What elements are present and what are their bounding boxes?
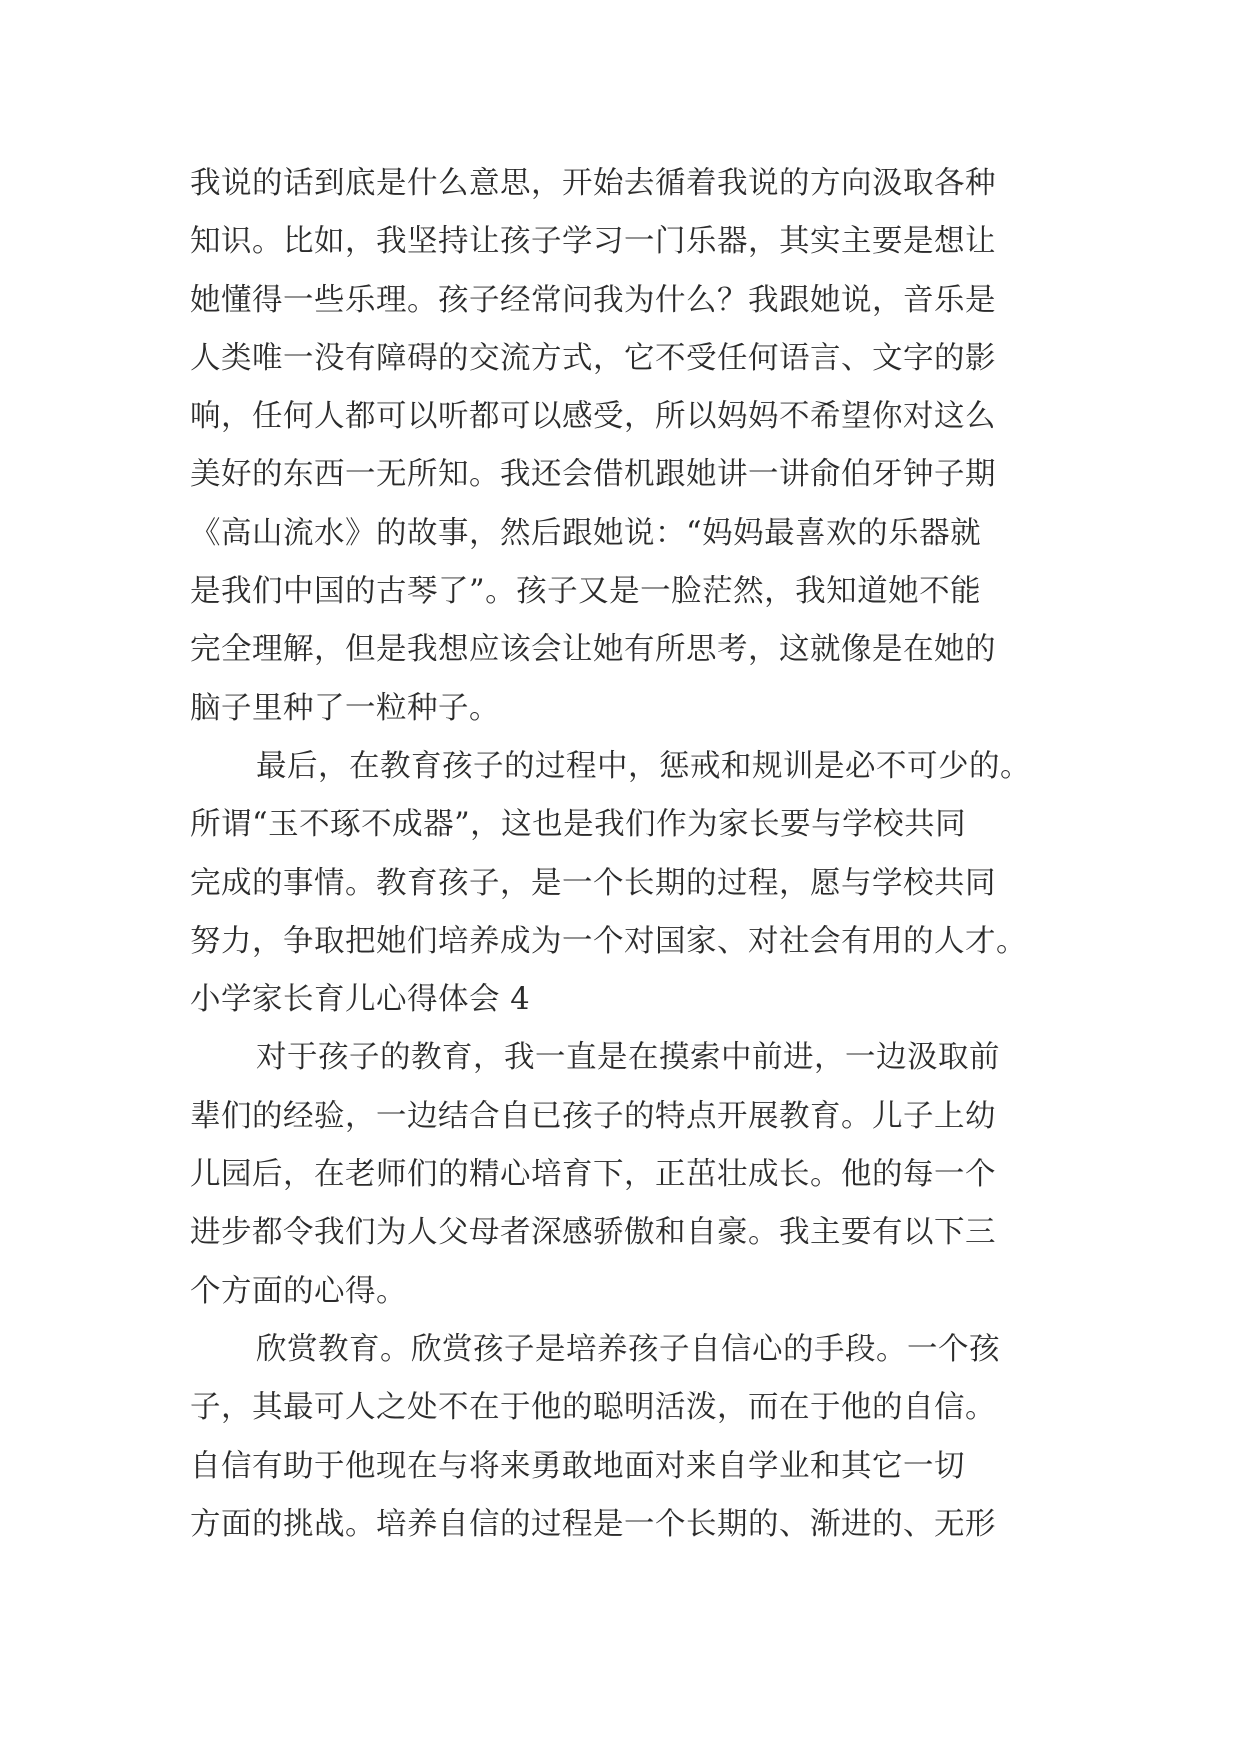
text-line: 儿园后，在老师们的精心培育下，正茁壮成长。他的每一个 [190,1157,996,1193]
text-line: 她懂得一些乐理。孩子经常问我为什么？我跟她说，音乐是 [190,282,996,318]
text-line: 努力，争取把她们培养成为一个对国家、对社会有用的人才。 [190,923,1027,959]
text-line: 我说的话到底是什么意思，开始去循着我说的方向汲取各种 [190,166,996,201]
text-line: 是我们中国的古琴了”。孩子又是一脸茫然，我知道她不能 [190,574,982,610]
text-line: 完成的事情。教育孩子，是一个长期的过程，愿与学校共同 [190,865,996,901]
section-heading: 小学家长育儿心得体会 4 [190,982,531,1018]
text-line: 《高山流水》的故事，然后跟她说：“妈妈最喜欢的乐器就 [190,515,982,551]
text-line: 知识。比如，我坚持让孩子学习一门乐器，其实主要是想让 [190,224,996,260]
document-body [190,155,1070,1554]
text-line: 完全理解，但是我想应该会让她有所思考，这就像是在她的 [190,632,996,668]
text-line: 进步都令我们为人父母者深感骄傲和自豪。我主要有以下三 [190,1215,996,1251]
text-line: 响，任何人都可以听都可以感受，所以妈妈不希望你对这么 [190,399,996,435]
paragraph-start-line: 欣赏教育。欣赏孩子是培养孩子自信心的手段。一个孩 [256,1331,1000,1367]
text-line: 个方面的心得。 [190,1273,407,1309]
text-line: 所谓“玉不琢不成器”，这也是我们作为家长要与学校共同 [190,807,967,843]
text-line: 自信有助于他现在与将来勇敢地面对来自学业和其它一切 [190,1448,965,1484]
text-line: 脑子里种了一粒种子。 [190,690,500,726]
text-line: 子，其最可人之处不在于他的聪明活泼，而在于他的自信。 [190,1390,996,1426]
paragraph-start-line: 最后，在教育孩子的过程中，惩戒和规训是必不可少的。 [256,748,1031,784]
paragraph-start-line: 对于孩子的教育，我一直是在摸索中前进，一边汲取前 [256,1040,1000,1076]
text-line: 辈们的经验，一边结合自已孩子的特点开展教育。儿子上幼 [190,1098,996,1134]
text-line: 美好的东西一无所知。我还会借机跟她讲一讲俞伯牙钟子期 [190,457,996,493]
text-line: 人类唯一没有障碍的交流方式，它不受任何语言、文字的影 [190,340,996,376]
text-line: 方面的挑战。培养自信的过程是一个长期的、渐进的、无形 [190,1506,996,1542]
